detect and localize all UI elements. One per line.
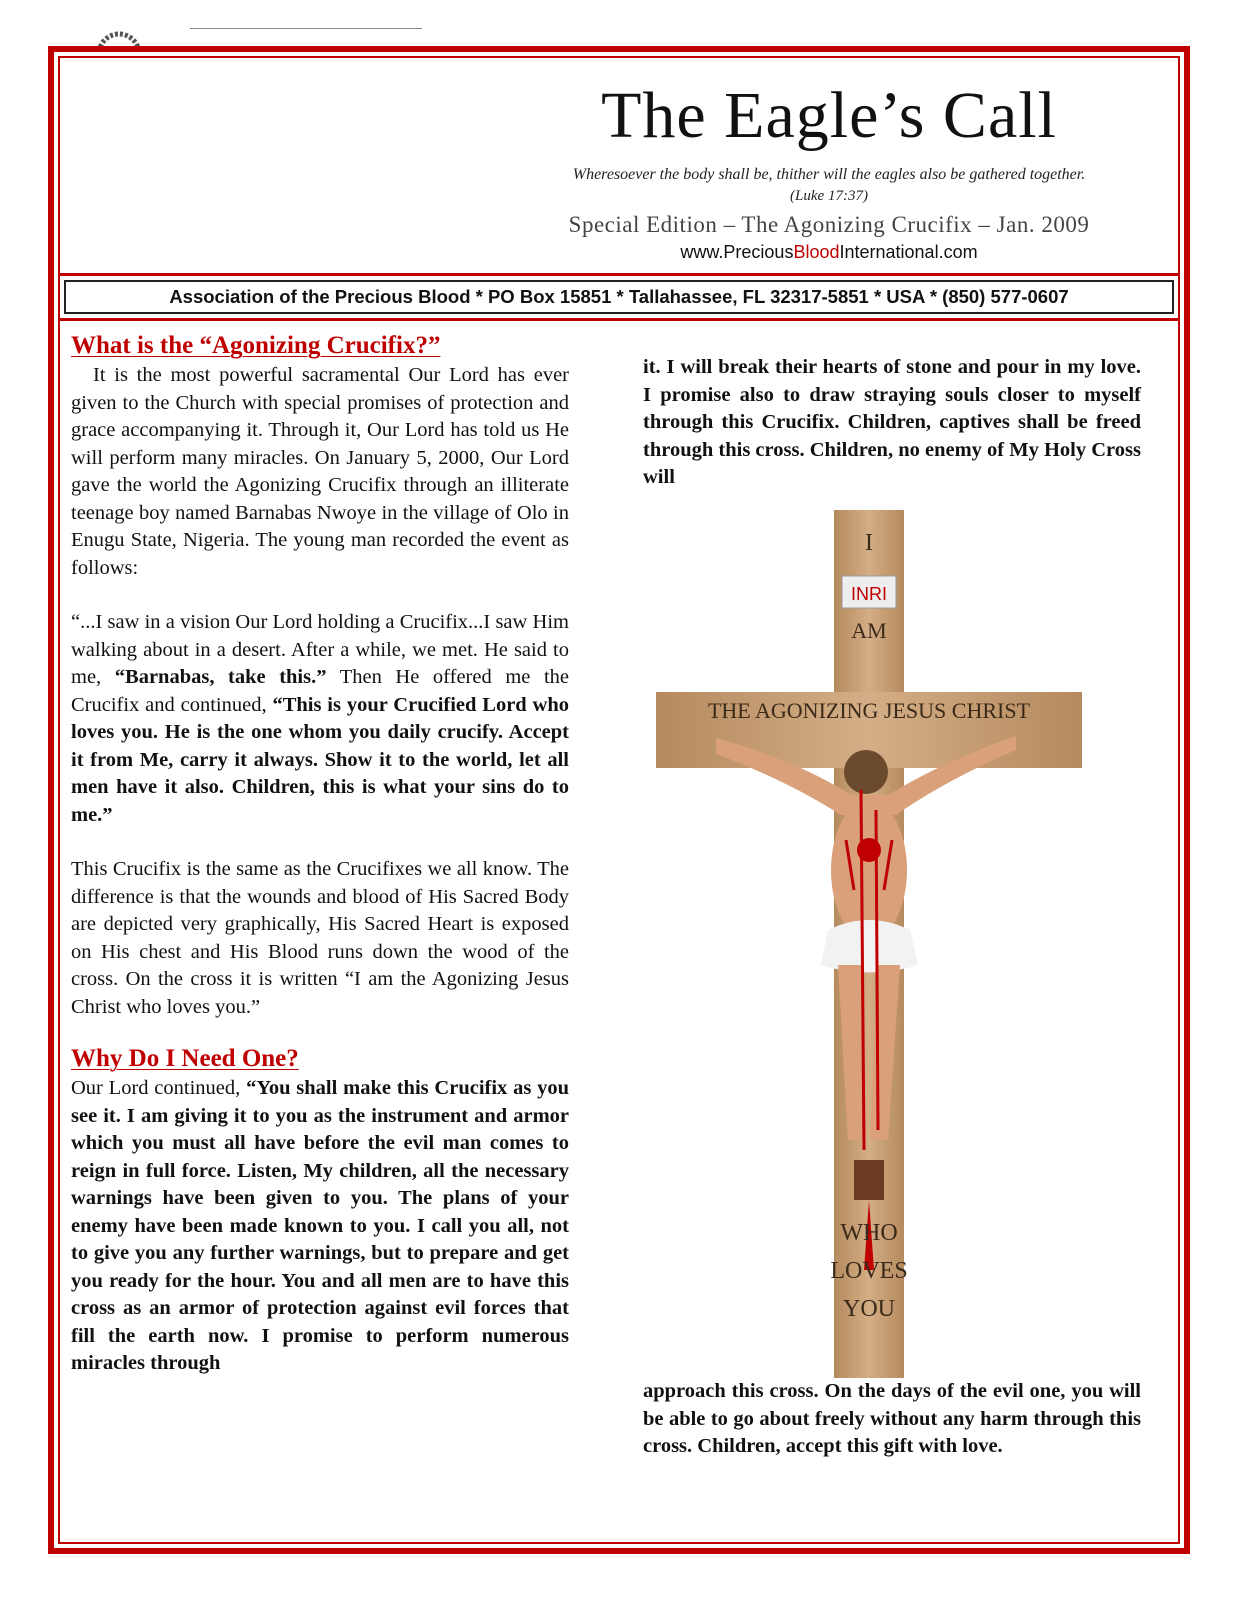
edition-line: Special Edition – The Agonizing Crucifix – Jan. 2009 <box>568 212 1090 237</box>
cross-text-who: WHO <box>840 1220 898 1246</box>
website-link[interactable]: www.PreciousBloodInternational.com <box>680 242 978 262</box>
paragraph-promise: Our Lord continued, “You shall make this Crucifix as you see it. I am giving it to you as the instrument and armor which you must all have before the evil man comes to reign in full force. Listen, My children, all the necessary warnings have been given to you. The plans of your enemy have been made known to you. I call you all, not to give you any further warnings, but to prepare and get you ready for the hour. You and all men are to have this cross as an armor of protection against evil forces that fill the earth now. I promise to perform numerous miracles through <box>71 1077 569 1374</box>
cross-text-loves: LOVES <box>830 1258 908 1284</box>
paragraph: approach this cross. On the days of the evil one, you will be able to go about freely without any harm through this cross. Children, accept this gift with love. <box>643 1380 1141 1457</box>
tagline: Wheresoever the body shall be, thither will the eagles also be gathered together. <box>572 166 1086 183</box>
paragraph: it. I will break their hearts of stone and pour in my love. I promise also to draw straying souls closer to myself through this Crucifix. Children, captives shall be freed through this cross. Children, no enemy of My Holy Cross will <box>643 356 1141 488</box>
inri-plaque: INRI <box>851 584 887 604</box>
agonizing-crucifix-image <box>656 510 1086 1378</box>
address-bar: Association of the Precious Blood * PO Box 15851 * Tallahassee, FL 32317-5851 * USA * (850) 577-0607 <box>64 280 1174 314</box>
cross-text-crossbar: THE AGONIZING JESUS CHRIST <box>707 698 1031 723</box>
paragraph-vision: “...I saw in a vision Our Lord holding a Crucifix...I saw Him walking about in a desert. After a while, we met. He said to me, “Barnabas, take this.” Then He offered me the Crucifix and continued, “This is your Crucified Lord who loves you. He is the one whom you daily crucify. Accept it from Me, carry it always. Show it to the world, let all men have it also. Children, this is what your sins do to me.” <box>71 611 570 826</box>
newsletter-title: The Eagle’s Call <box>601 79 1057 152</box>
right-column-bottom <box>643 1378 1141 1461</box>
right-column-top <box>643 354 1141 492</box>
tagline-reference: (Luke 17:37) <box>790 188 868 204</box>
divider <box>58 273 1180 276</box>
paragraph: This Crucifix is the same as the Crucifixes we all know. The difference is that the wounds and blood of His Sacred Body are depicted very graphically, His Sacred Heart is exposed on His chest and His Blood runs down the wood of the cross. On the cross it is written “I am the Agonizing Jesus Christ who loves you.” <box>71 858 569 1018</box>
left-column <box>71 330 569 1378</box>
section-heading-why: Why Do I Need One? <box>71 1045 299 1072</box>
cross-text-am: AM <box>851 618 887 643</box>
divider <box>58 318 1180 321</box>
paragraph: It is the most powerful sacramental Our Lord has ever given to the Church with special promises of protection and grace accompanying it. Through it, Our Lord has told us He will perform many miracles. On January 5, 2000, Our Lord gave the world the Agonizing Crucifix through an illiterate teenage boy named Barnabas Nwoye in the village of Olo in Enugu State, Nigeria. The young man recorded the event as follows: <box>71 364 569 579</box>
cross-text-you: YOU <box>843 1296 895 1322</box>
section-heading-what-is: What is the “Agonizing Crucifix?” <box>71 332 441 359</box>
page-frame <box>48 46 1190 1554</box>
cross-text-i: I <box>865 530 873 556</box>
